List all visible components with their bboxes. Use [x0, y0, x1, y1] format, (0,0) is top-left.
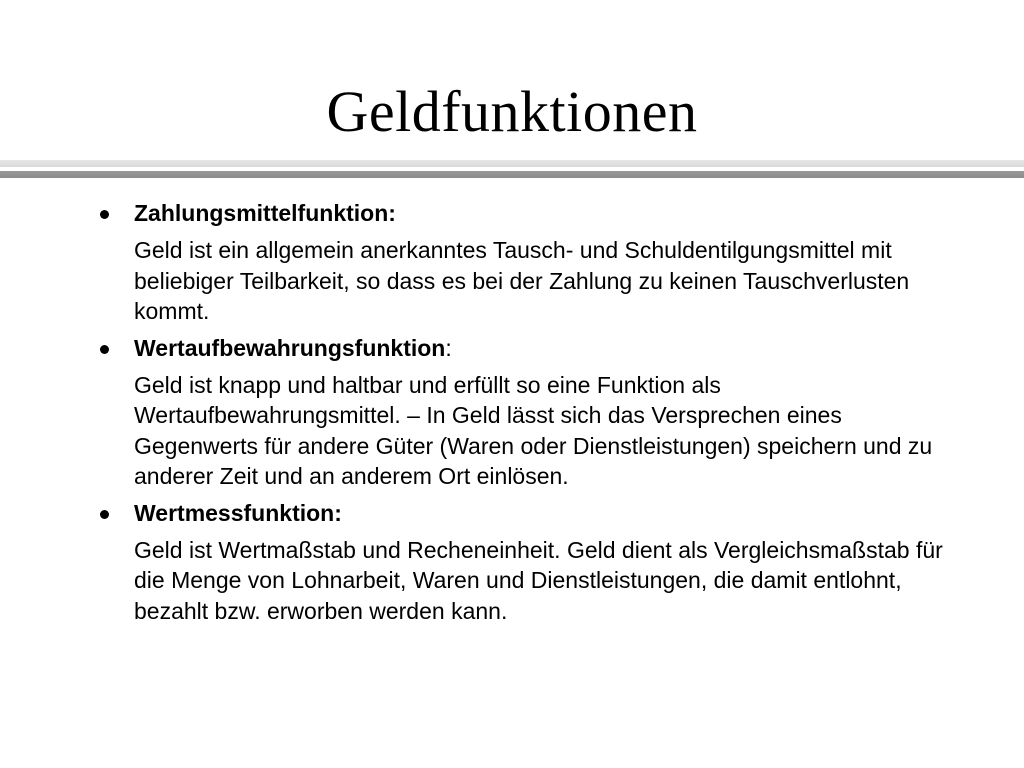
bullet-description: Geld ist ein allgemein anerkanntes Tausch- und Schuldentilgungsmittel mit beliebiger Teilbarkeit, so dass es bei der Zahlung zu keinen Tauschverlusten kommt. — [134, 237, 910, 324]
bullet-description: Geld ist knapp und haltbar und erfüllt so eine Funktion als Wertaufbewahrungsmittel. – In Geld lässt sich das Versprechen eines Gegenwerts für andere Güter (Waren oder Dienstleistungen) speichern und zu anderer Zeit und an anderem Ort einlösen. — [134, 371, 933, 489]
bullet-item-wertaufbewahrungsfunktion — [96, 333, 966, 492]
bullet-list — [96, 198, 966, 632]
bullet-heading: Wertaufbewahrungsfunktion — [134, 334, 446, 361]
bullet-description: Geld ist Wertmaßstab und Recheneinheit. Geld dient als Vergleichsmaßstab für die Menge von Lohnarbeit, Waren und Dienstleistungen, die damit entlohnt, bezahlt bzw. erworben werden kann. — [134, 536, 943, 624]
title-divider-light — [0, 160, 1024, 167]
bullet-heading: Zahlungsmittelfunktion: — [134, 200, 396, 226]
slide-title: Geldfunktionen — [326, 79, 698, 144]
bullet-dot-icon — [100, 345, 109, 354]
bullet-heading: Wertmessfunktion: — [134, 499, 342, 526]
bullet-dot-icon — [100, 510, 109, 519]
bullet-item-zahlungsmittelfunktion — [96, 198, 966, 327]
bullet-item-wertmessfunktion — [96, 498, 966, 627]
bullet-dot-icon — [100, 210, 109, 219]
title-divider-dark — [0, 171, 1024, 178]
bullet-heading-suffix: : — [445, 334, 452, 361]
